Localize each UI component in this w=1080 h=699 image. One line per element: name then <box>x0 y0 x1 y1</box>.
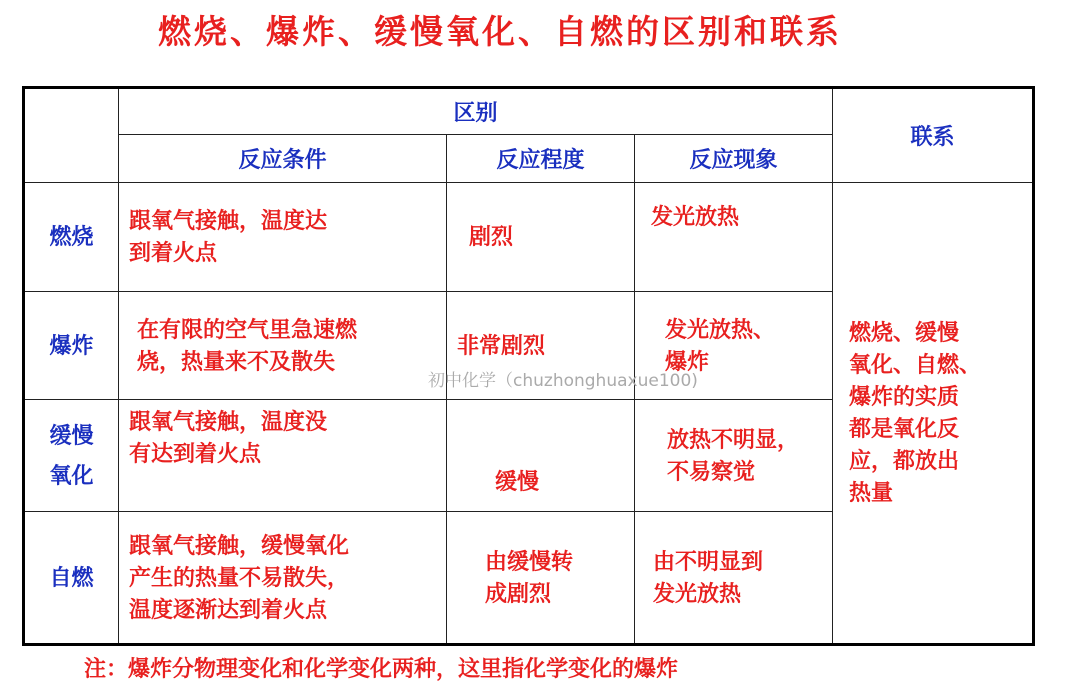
phenomenon-cell: 发光放热 <box>635 183 833 292</box>
degree-cell: 剧烈 <box>447 183 635 292</box>
corner-cell <box>24 88 119 183</box>
condition-cell: 跟氧气接触，温度没 有达到着火点 <box>119 400 447 512</box>
table-row <box>24 183 1034 292</box>
condition-cell: 跟氧气接触，温度达 到着火点 <box>119 183 447 292</box>
degree-cell: 非常剧烈 <box>447 292 635 400</box>
degree-cell: 由缓慢转 成剧烈 <box>447 512 635 645</box>
condition-cell: 跟氧气接触，缓慢氧化 产生的热量不易散失， 温度逐渐达到着火点 <box>119 512 447 645</box>
phenomenon-cell: 发光放热、 爆炸 <box>635 292 833 400</box>
phenomenon-cell: 放热不明显， 不易察觉 <box>635 400 833 512</box>
degree-cell: 缓慢 <box>447 400 635 512</box>
col-header-condition: 反应条件 <box>119 135 447 183</box>
header-connection: 联系 <box>833 88 1034 183</box>
header-difference: 区别 <box>119 88 833 135</box>
row-label-spontaneous-combustion: 自燃 <box>24 512 119 645</box>
connection-cell: 燃烧、缓慢 氧化、自燃、 爆炸的实质 都是氧化反 应，都放出 热量 <box>833 183 1034 645</box>
footnote: 注：爆炸分物理变化和化学变化两种，这里指化学变化的爆炸 <box>84 656 679 682</box>
phenomenon-cell: 由不明显到 发光放热 <box>635 512 833 645</box>
row-label-slow-oxidation: 缓慢 氧化 <box>24 400 119 512</box>
condition-cell: 在有限的空气里急速燃 烧，热量来不及散失 <box>119 292 447 400</box>
col-header-degree: 反应程度 <box>447 135 635 183</box>
row-label-combustion: 燃烧 <box>24 183 119 292</box>
row-label-explosion: 爆炸 <box>24 292 119 400</box>
watermark: 初中化学（chuzhonghuaxue100) <box>428 371 698 391</box>
page-title: 燃烧、爆炸、缓慢氧化、自燃的区别和联系 <box>158 12 842 51</box>
col-header-phenomenon: 反应现象 <box>635 135 833 183</box>
